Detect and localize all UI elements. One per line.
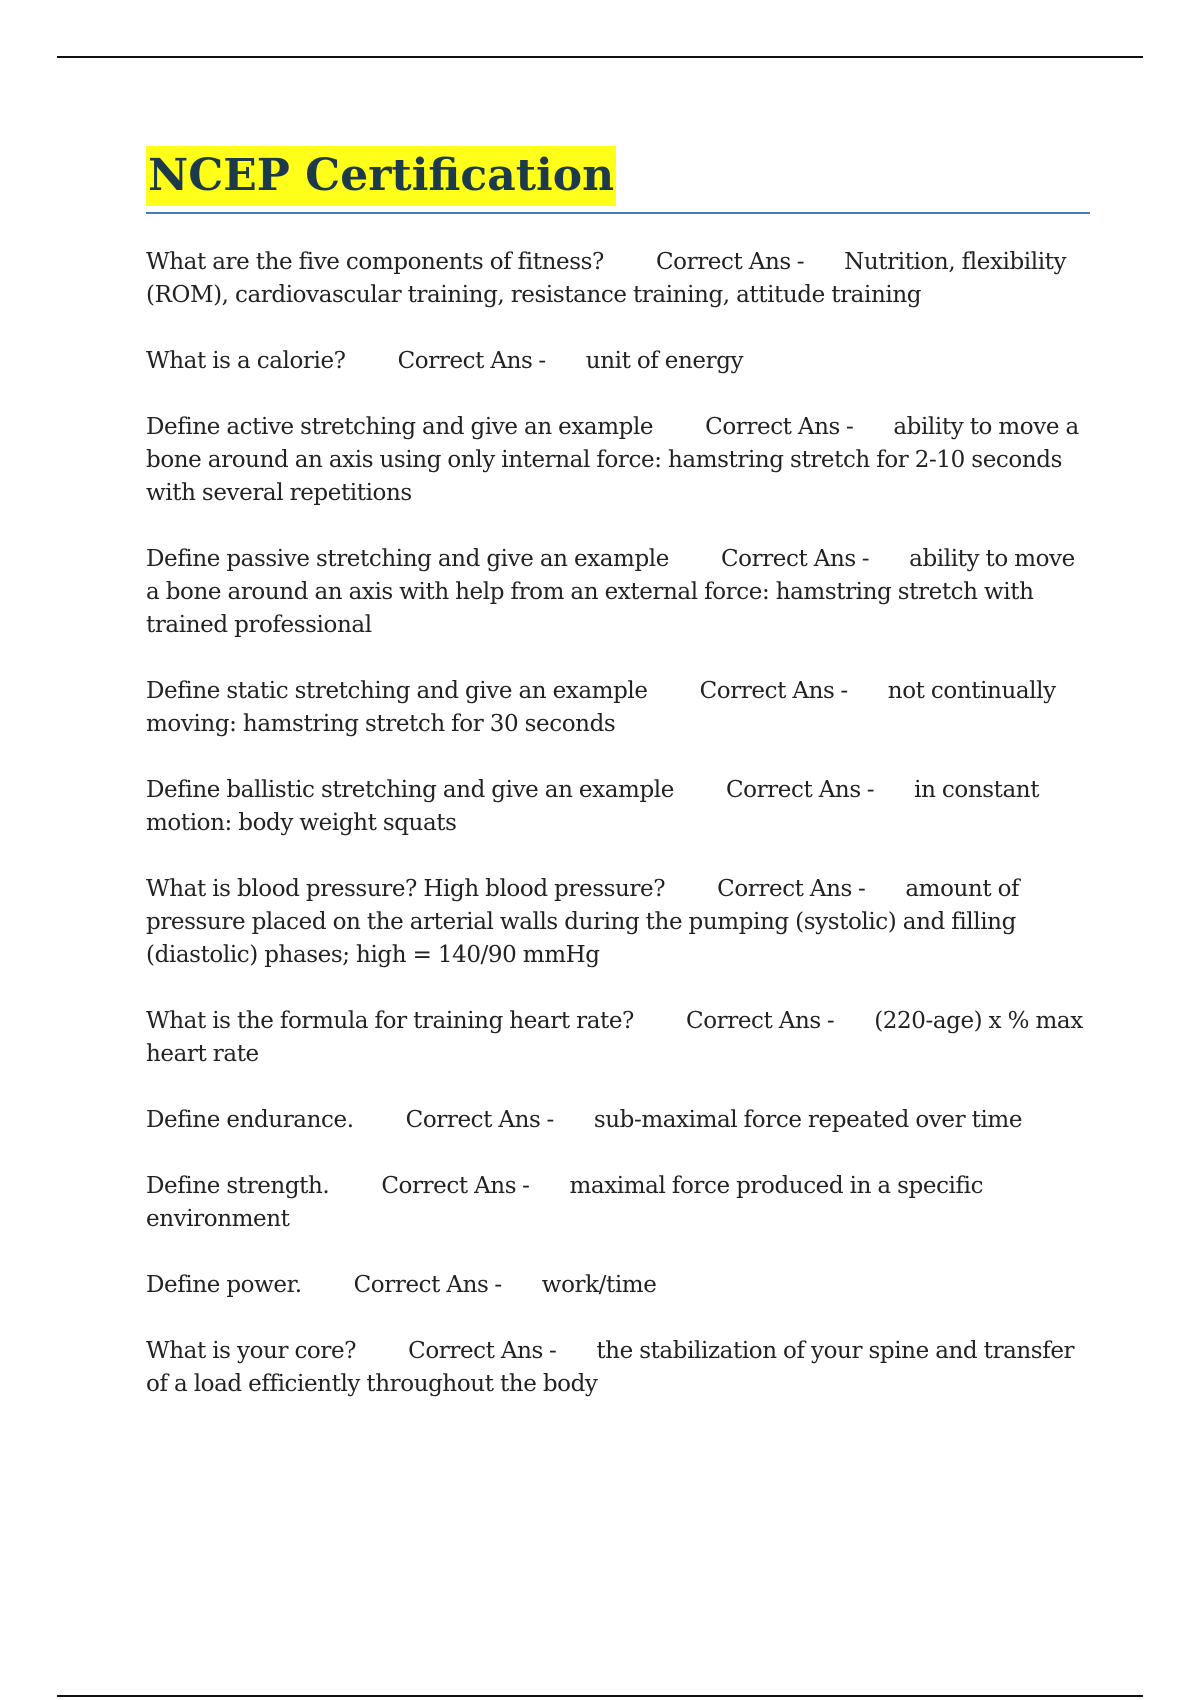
answer-separator: - [861, 546, 870, 572]
answer-text: ability to move a bone around an axis with help from an external force: hamstring stretch with trained professional [146, 546, 1075, 638]
question-text: What is your core? [146, 1338, 357, 1364]
answer-label: Correct Ans [720, 546, 856, 572]
answer-label: Correct Ans [717, 876, 852, 902]
qa-item [146, 873, 1090, 972]
qa-list [146, 246, 1090, 1401]
answer-text: maximal force produced in a specific environment [146, 1173, 984, 1232]
question-text: Define strength. [146, 1173, 330, 1199]
answer-text: amount of pressure placed on the arterial walls during the pumping (systolic) and filling (diastolic) phases; high = 140/90 mmHg [146, 876, 1020, 968]
document-title: NCEP Certification [146, 146, 616, 206]
answer-separator: - [826, 1008, 835, 1034]
answer-text: unit of energy [585, 348, 744, 374]
qa-item [146, 675, 1090, 741]
answer-label: Correct Ans [655, 249, 791, 275]
header-rule [57, 56, 1143, 58]
question-text: What is a calorie? [146, 348, 346, 374]
question-text: Define ballistic stretching and give an example [146, 777, 674, 803]
answer-text: the stabilization of your spine and transfer of a load efficiently throughout the body [146, 1338, 1075, 1397]
qa-item [146, 543, 1090, 642]
qa-item [146, 1335, 1090, 1401]
answer-text: Nutrition, flexibility (ROM), cardiovascular training, resistance training, attitude training [146, 249, 1067, 308]
footer-rule [57, 1695, 1143, 1697]
question-text: Define passive stretching and give an example [146, 546, 669, 572]
answer-separator: - [857, 876, 866, 902]
answer-text: sub-maximal force repeated over time [593, 1107, 1023, 1133]
title-block [146, 146, 1090, 214]
question-text: What is blood pressure? High blood pressure? [146, 876, 666, 902]
answer-separator: - [845, 414, 854, 440]
answer-text: not continually moving: hamstring stretch for 30 seconds [146, 678, 1056, 737]
answer-label: Correct Ans [381, 1173, 517, 1199]
qa-item [146, 1170, 1090, 1236]
answer-text: ability to move a bone around an axis using only internal force: hamstring stretch for 2-10 seconds with several repetitions [146, 414, 1079, 506]
answer-label: Correct Ans [408, 1338, 543, 1364]
qa-item [146, 774, 1090, 840]
answer-separator: - [840, 678, 848, 704]
question-text: What is the formula for training heart rate? [146, 1008, 634, 1034]
question-text: Define active stretching and give an example [146, 414, 654, 440]
qa-item [146, 1269, 1090, 1302]
document-body [146, 146, 1090, 1434]
qa-item [146, 345, 1090, 378]
answer-text: in constant motion: body weight squats [146, 777, 1040, 836]
answer-separator: - [522, 1173, 530, 1199]
question-text: Define static stretching and give an example [146, 678, 648, 704]
answer-text: work/time [541, 1272, 657, 1298]
qa-item [146, 1104, 1090, 1137]
question-text: Define power. [146, 1272, 302, 1298]
qa-item [146, 246, 1090, 312]
answer-separator: - [538, 348, 546, 374]
question-text: What are the five components of fitness? [146, 249, 604, 275]
answer-text: (220-age) x % max heart rate [146, 1008, 1083, 1067]
answer-label: Correct Ans [397, 348, 533, 374]
answer-separator: - [548, 1338, 557, 1364]
answer-separator: - [546, 1107, 554, 1133]
answer-label: Correct Ans [353, 1272, 489, 1298]
answer-label: Correct Ans [705, 414, 840, 440]
answer-label: Correct Ans [725, 777, 861, 803]
answer-separator: - [796, 249, 805, 275]
answer-separator: - [866, 777, 875, 803]
question-text: Define endurance. [146, 1107, 354, 1133]
qa-item [146, 411, 1090, 510]
answer-label: Correct Ans [686, 1008, 821, 1034]
answer-label: Correct Ans [405, 1107, 541, 1133]
qa-item [146, 1005, 1090, 1071]
answer-separator: - [494, 1272, 502, 1298]
answer-label: Correct Ans [699, 678, 835, 704]
